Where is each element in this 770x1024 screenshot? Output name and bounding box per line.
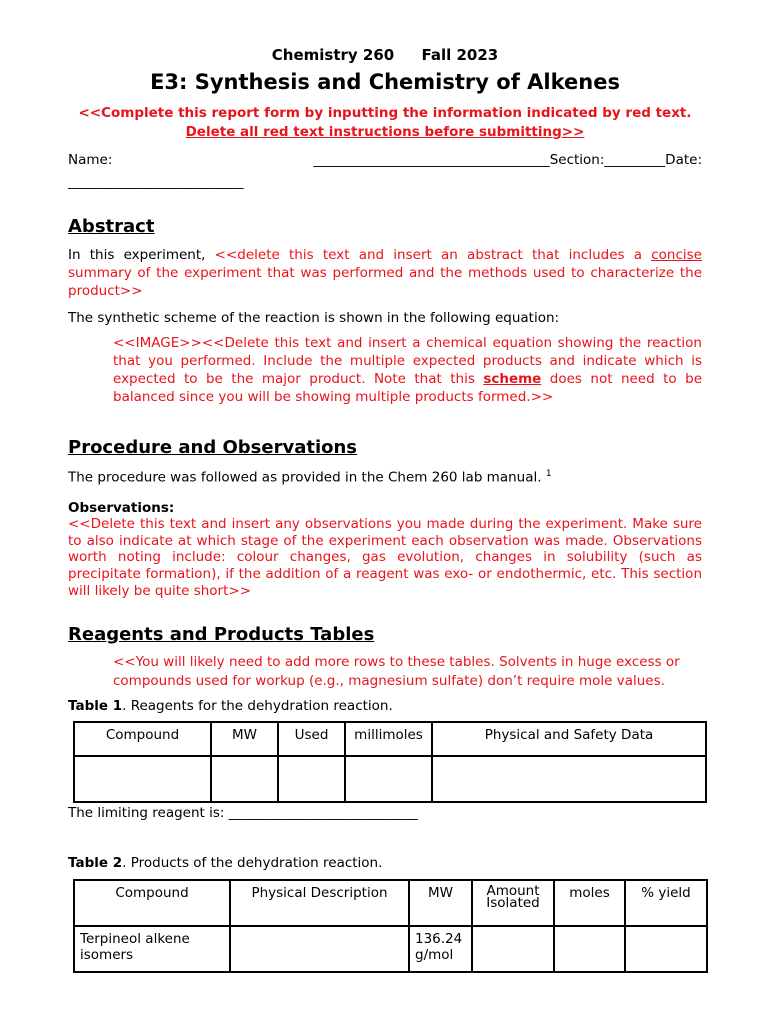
section-blank[interactable]: _________ xyxy=(604,152,666,168)
table-header-cell: Physical Description xyxy=(230,880,409,926)
procedure-sentence: The procedure was followed as provided in the Chem 260 lab manual. xyxy=(68,469,542,486)
image-scheme-word: scheme xyxy=(483,371,542,387)
scheme-intro: The synthetic scheme of the reaction is shown in the following equation: xyxy=(68,310,560,326)
table2-caption-text: . Products of the dehydration reaction. xyxy=(122,855,383,871)
section-label: Section: xyxy=(549,152,605,168)
name-section-date-line[interactable] xyxy=(68,149,702,193)
table-header-cell: Used xyxy=(278,722,345,756)
scheme-image-placeholder[interactable] xyxy=(113,334,702,406)
procedure-heading: Procedure and Observations xyxy=(68,437,358,458)
table-header-cell: MW xyxy=(409,880,472,926)
table-row[interactable] xyxy=(74,926,707,972)
semester: Fall 2023 xyxy=(421,46,499,64)
limiting-reagent-blank[interactable]: ____________________________ xyxy=(228,805,418,821)
course-name: Chemistry 260 xyxy=(271,46,395,64)
table2-label: Table 2 xyxy=(68,855,123,871)
table1-caption-text: . Reagents for the dehydration reaction. xyxy=(122,698,393,714)
table-header-cell: Compound xyxy=(74,722,211,756)
course-header xyxy=(68,46,702,64)
tables-note: <<You will likely need to add more rows to these tables. Solvents in huge excess or compounds used for workup (e.g., magnesium sulfate) don’t require mole values. xyxy=(113,654,680,689)
limiting-reagent-line[interactable] xyxy=(68,804,702,822)
date-blank[interactable]: __________________________ xyxy=(68,174,244,190)
table1-label: Table 1 xyxy=(68,698,123,714)
table-cell[interactable] xyxy=(432,756,706,802)
table-header-cell: Physical and Safety Data xyxy=(432,722,706,756)
tables-heading: Reagents and Products Tables xyxy=(68,624,375,645)
abstract-paragraph xyxy=(68,246,702,300)
table-cell[interactable] xyxy=(74,756,211,802)
table-cell[interactable]: 136.24 g/mol xyxy=(409,926,472,972)
abstract-instruction-b: summary of the experiment that was performed and the methods used to characterize the product>> xyxy=(68,265,702,299)
table-cell[interactable] xyxy=(625,926,707,972)
table-header-row xyxy=(74,722,706,756)
abstract-heading: Abstract xyxy=(68,216,155,237)
name-label: Name: xyxy=(68,152,113,168)
table2-caption xyxy=(68,854,702,872)
table-cell[interactable] xyxy=(230,926,409,972)
table-header-cell: MW xyxy=(211,722,278,756)
limiting-reagent-label: The limiting reagent is: xyxy=(68,805,229,821)
table-header-cell: Amount Isolated xyxy=(472,880,554,926)
name-section-date-right xyxy=(313,149,702,171)
abstract-concise: concise xyxy=(651,247,702,263)
observations-text[interactable]: <<Delete this text and insert any observations you made during the experiment. Make sure to also indicate at which stage of the experiment each observation was made. Observations worth noting include: colour changes, gas evolution, changes in solubility (such as precipitate formation), if the addition of a reagent was exo- or endothermic, etc. This section will likely be quite short>> xyxy=(68,516,702,599)
instruction-line-1: <<Complete this report form by inputting the information indicated by red text. xyxy=(78,105,692,121)
table-row[interactable] xyxy=(74,756,706,802)
reagents-table xyxy=(73,721,707,803)
table-cell[interactable] xyxy=(278,756,345,802)
products-table xyxy=(73,879,708,973)
page-title: E3: Synthesis and Chemistry of Alkenes xyxy=(150,70,620,94)
name-blank[interactable]: ___________________________________ xyxy=(313,152,550,168)
procedure-text xyxy=(68,465,702,487)
table-header-cell: Compound xyxy=(74,880,230,926)
table-cell[interactable]: Terpineol alkene isomers xyxy=(74,926,230,972)
table-header-cell: % yield xyxy=(625,880,707,926)
footnote-marker: 1 xyxy=(545,469,552,479)
table-cell[interactable] xyxy=(554,926,625,972)
instruction-line-2: Delete all red text instructions before submitting>> xyxy=(185,124,585,140)
table-cell[interactable] xyxy=(345,756,432,802)
observations-label: Observations: xyxy=(68,500,175,516)
image-instruction-a: <<IMAGE>><<Delete this text and insert a chemical equation showing the reaction that you performed. Include the multiple expected products and indicate which is expected to be the major product. Note that this xyxy=(113,335,702,387)
date-label: Date: xyxy=(665,152,702,168)
table-header-cell: millimoles xyxy=(345,722,432,756)
table1-caption xyxy=(68,697,702,715)
table-cell[interactable] xyxy=(211,756,278,802)
table-cell[interactable] xyxy=(472,926,554,972)
image-instruction-b: does not need to be balanced since you will be showing multiple products formed.>> xyxy=(113,371,703,405)
instructions xyxy=(68,104,702,142)
abstract-instruction-a: <<delete this text and insert an abstract that includes a xyxy=(214,247,652,263)
table-header-cell: moles xyxy=(554,880,625,926)
table-header-row xyxy=(74,880,707,926)
abstract-lead: In this experiment, xyxy=(68,247,215,263)
